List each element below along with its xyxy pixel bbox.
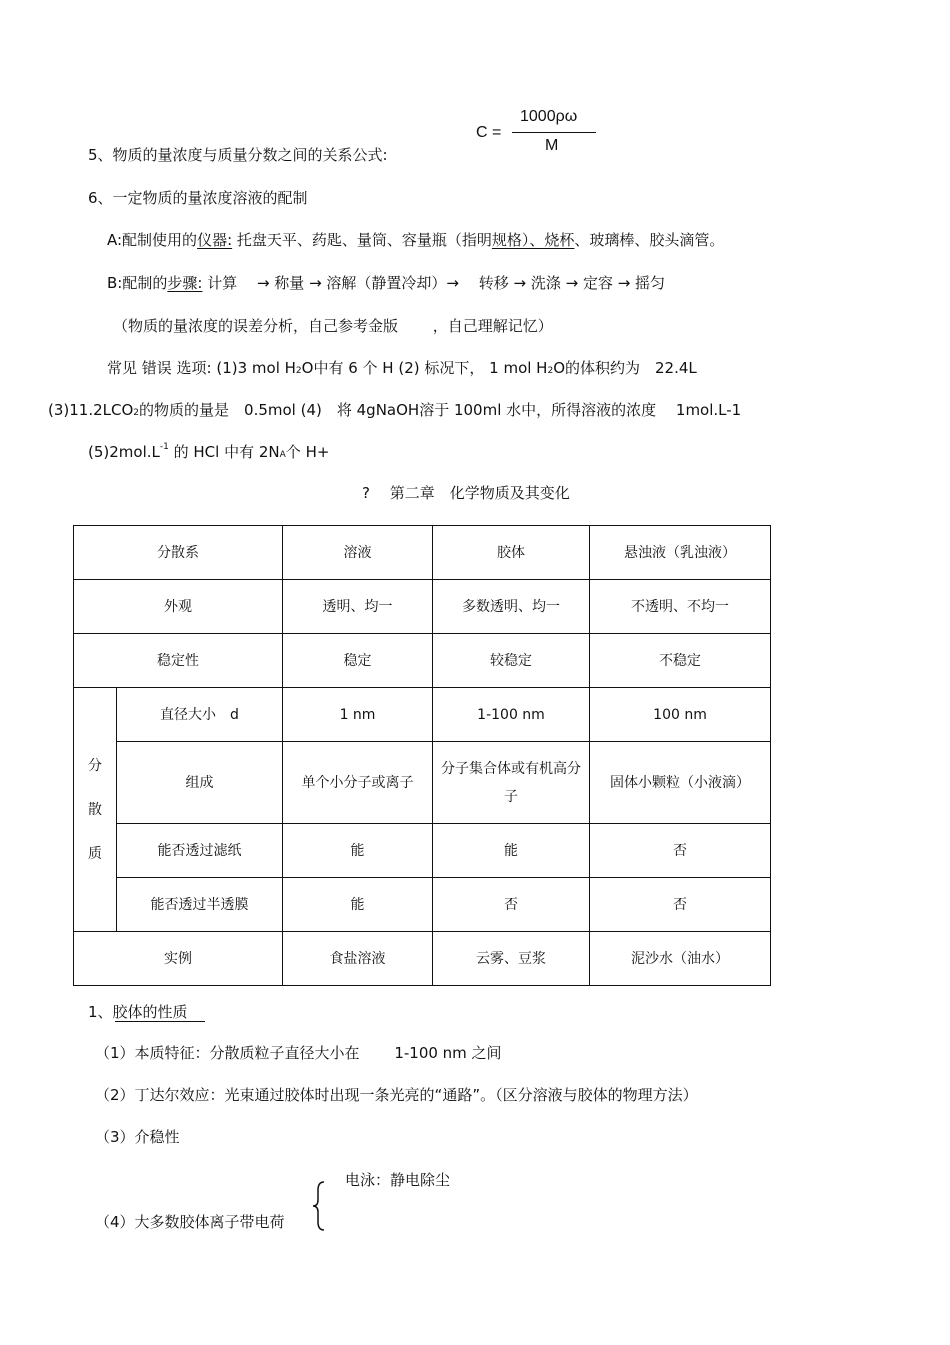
table-cell: 否 — [590, 878, 771, 932]
table-row — [74, 824, 771, 878]
table-cell: 云雾、豆浆 — [433, 932, 590, 986]
errors-3b: 的 HCl 中有 2N — [168, 443, 280, 461]
table-cell: 稳定性 — [74, 634, 283, 688]
brace-item-electrophoresis: 电泳：静电除尘 — [345, 1171, 451, 1189]
errors-1b: O中有 6 个 H (2) 标况下， 1 mol H — [301, 359, 548, 377]
errors-1c: O的体积约为 22.4L — [553, 359, 697, 377]
errors-line-2 — [48, 400, 741, 423]
sub-a: A — [279, 450, 286, 460]
dispersed-phase-label — [74, 688, 117, 932]
table-cell: 多数透明、均一 — [433, 580, 590, 634]
line-b-steps-label: 步骤: — [167, 274, 203, 292]
table-cell: 能 — [433, 824, 590, 878]
line-b — [107, 273, 665, 293]
group-char: 散 — [88, 801, 102, 818]
table-cell: 固体小颗粒（小液滴） — [590, 742, 771, 824]
fraction-bar — [512, 132, 596, 133]
errors-1a: 常见 错误 选项: (1)3 mol H — [107, 359, 296, 377]
item-5-label: 5、物质的量浓度与质量分数之间的关系公式: — [88, 146, 388, 164]
table-cell: 透明、均一 — [283, 580, 433, 634]
colloid-heading — [88, 1002, 188, 1022]
errors-line-3 — [88, 442, 329, 465]
table-cell: 1-100 nm — [433, 688, 590, 742]
table-cell: 实例 — [74, 932, 283, 986]
curly-brace-icon — [310, 1180, 330, 1232]
colloid-p4: （4）大多数胶体离子带电荷 — [95, 1213, 285, 1231]
line-a-end: 、玻璃棒、胶头滴管。 — [574, 231, 725, 249]
errors-line-1 — [107, 358, 697, 381]
table-cell: 否 — [590, 824, 771, 878]
sub-2: 2 — [295, 366, 302, 376]
heading-underline — [115, 1021, 205, 1022]
table-cell: 溶液 — [283, 526, 433, 580]
table-cell: 单个小分子或离子 — [283, 742, 433, 824]
table-cell: 能否透过滤纸 — [117, 824, 283, 878]
table-cell: 分子集合体或有机高分子 — [433, 742, 590, 824]
table-row — [74, 878, 771, 932]
table-cell: 直径大小 d — [117, 688, 283, 742]
formula-numerator: 1000ρω — [520, 108, 578, 125]
table-row — [74, 742, 771, 824]
colloid-p3: （3）介稳性 — [95, 1128, 180, 1146]
table-cell: 较稳定 — [433, 634, 590, 688]
table-cell: 能 — [283, 878, 433, 932]
item-6-label: 6、一定物质的量浓度溶液的配制 — [88, 189, 308, 207]
line-a-instruments: 仪器: — [197, 231, 233, 249]
table-cell: 稳定 — [283, 634, 433, 688]
table-row — [74, 580, 771, 634]
table-cell: 食盐溶液 — [283, 932, 433, 986]
line-b-prefix: B:配制的 — [107, 274, 168, 292]
table-cell: 组成 — [117, 742, 283, 824]
line-b-steps: 计算 → 称量 → 溶解（静置冷却）→ 转移 → 洗涤 → 定容 → 摇匀 — [202, 274, 666, 292]
table-cell: 不稳定 — [590, 634, 771, 688]
table-cell: 泥沙水（油水） — [590, 932, 771, 986]
group-char: 分 — [88, 757, 102, 774]
table-cell: 否 — [433, 878, 590, 932]
line-a-prefix: A:配制使用的 — [107, 231, 198, 249]
sub-2: 2 — [133, 408, 140, 418]
formula-denominator: M — [545, 137, 559, 154]
table-cell: 能 — [283, 824, 433, 878]
table-cell: 能否透过半透膜 — [117, 878, 283, 932]
table-row — [74, 688, 771, 742]
line-a-spec: 规格）、烧杯 — [491, 231, 575, 249]
table-row — [74, 526, 771, 580]
table-row — [74, 932, 771, 986]
table-cell: 悬浊液（乳浊液） — [590, 526, 771, 580]
errors-2b: 的物质的量是 0.5mol (4) 将 4gNaOH溶于 100ml 水中，所得溶液的浓度 1mol.L-1 — [139, 401, 742, 419]
table-cell: 1 nm — [283, 688, 433, 742]
errors-2a: (3)11.2LCO — [48, 401, 134, 419]
table-cell: 分散系 — [74, 526, 283, 580]
colloid-p2: （2）丁达尔效应：光束通过胶体时出现一条光亮的“通路”。（区分溶液与胶体的物理方法） — [95, 1086, 698, 1104]
line-a — [107, 230, 724, 250]
chapter-title: ? 第二章 化学物质及其变化 — [362, 484, 570, 502]
sup-neg1: -1 — [159, 442, 169, 452]
table-row — [74, 634, 771, 688]
table-cell: 不透明、不均一 — [590, 580, 771, 634]
line-a-mid: 托盘天平、药匙、量筒、容量瓶（指明 — [232, 231, 492, 249]
table-cell: 100 nm — [590, 688, 771, 742]
colloid-heading-text: 1、胶体的性质 — [88, 1003, 188, 1021]
errors-3c: 个 H+ — [285, 443, 330, 461]
sub-2: 2 — [547, 366, 554, 376]
group-char: 质 — [88, 845, 102, 862]
colloid-p1: （1）本质特征：分散质粒子直径大小在 1-100 nm 之间 — [95, 1044, 502, 1062]
errors-3a: (5)2mol.L — [88, 443, 160, 461]
dispersion-table — [73, 525, 771, 986]
table-cell: 胶体 — [433, 526, 590, 580]
formula-lhs: C = — [476, 124, 502, 141]
table-cell: 外观 — [74, 580, 283, 634]
error-analysis-note: （物质的量浓度的误差分析，自己参考金版 ，自己理解记忆） — [113, 317, 553, 335]
